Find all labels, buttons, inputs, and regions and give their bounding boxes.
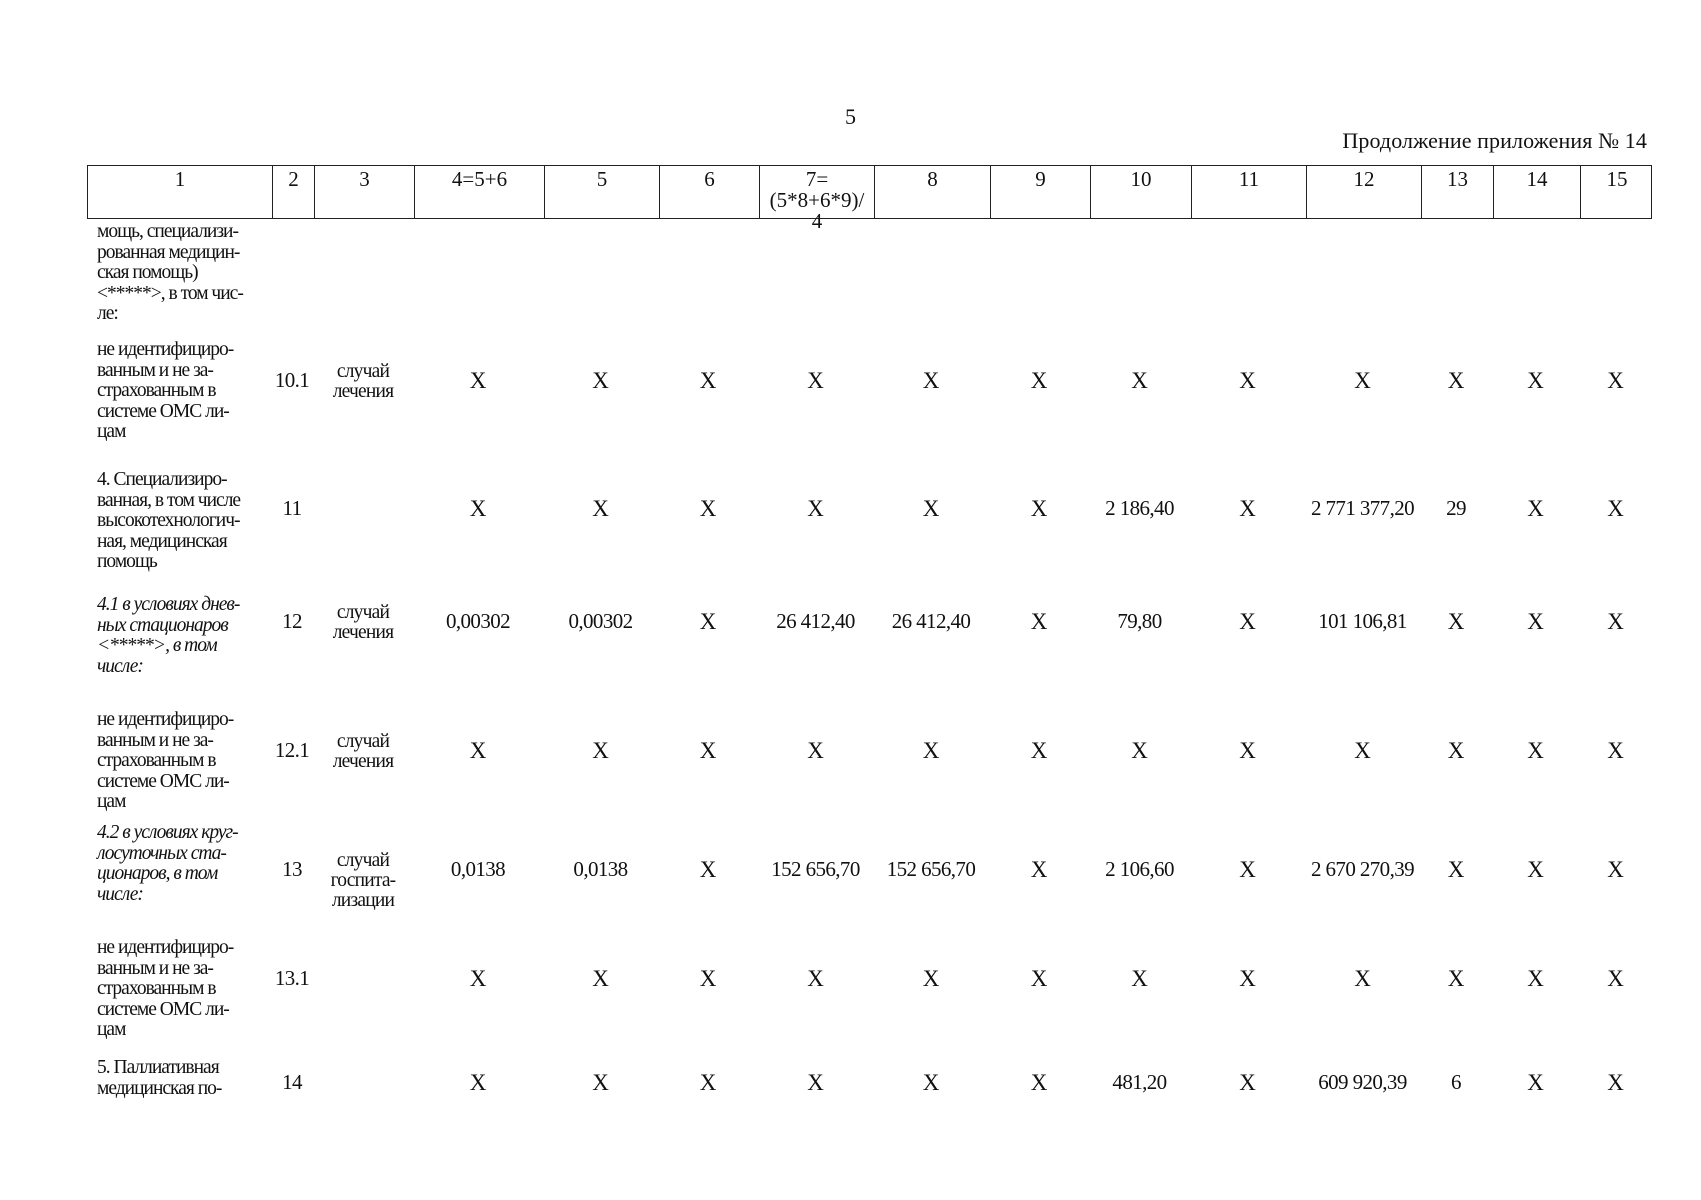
cell-col-13: Х xyxy=(1447,368,1465,393)
row-name: 4.1 в условиях днев- ных стационаров <*****>, в том числе: xyxy=(97,594,240,677)
cell-col-4: Х xyxy=(469,1070,487,1095)
cell-col-2: 12.1 xyxy=(274,738,310,762)
cell-col-11: Х xyxy=(1239,609,1256,634)
header-cell-1: 1 xyxy=(174,167,186,191)
row-name: не идентифициро- ванным и не за- страхованным в системе ОМС ли- цам xyxy=(97,339,234,442)
cell-col-9: Х xyxy=(1030,1070,1048,1095)
cell-col-4: 0,0138 xyxy=(450,857,506,881)
cell-col-6: Х xyxy=(699,738,717,763)
cell-col-15: Х xyxy=(1607,738,1624,763)
cell-col-11: Х xyxy=(1239,966,1256,991)
header-cell-12: 12 xyxy=(1306,166,1421,218)
cell-col-2: 13 xyxy=(282,857,302,881)
cell-col-14: Х xyxy=(1527,966,1544,991)
header-cell-7: 7=(5*8+6*9)/ 4 xyxy=(759,166,874,218)
cell-col-8: Х xyxy=(922,1070,940,1095)
row-name: не идентифициро- ванным и не за- страхованным в системе ОМС ли- цам xyxy=(97,937,234,1040)
cell-col-11: Х xyxy=(1239,1070,1256,1095)
cell-col-8: Х xyxy=(922,738,940,763)
cell-col-9: Х xyxy=(1030,368,1048,393)
cell-col-12: Х xyxy=(1354,966,1371,991)
cell-col-3: случай лечения xyxy=(332,731,394,772)
cell-col-6: Х xyxy=(699,609,717,634)
cell-col-9: Х xyxy=(1030,738,1048,763)
cell-col-15: Х xyxy=(1607,966,1624,991)
cell-col-5: Х xyxy=(592,1070,609,1095)
cell-col-15: Х xyxy=(1607,857,1624,882)
header-cell-9: 9 xyxy=(990,166,1090,218)
cell-col-3: случай лечения xyxy=(332,602,394,643)
cell-col-12: 609 920,39 xyxy=(1318,1070,1407,1094)
cell-col-4: Х xyxy=(469,368,487,393)
cell-col-2: 11 xyxy=(282,496,302,520)
header-cell-8: 8 xyxy=(874,166,990,218)
cell-col-3: случай лечения xyxy=(332,361,394,402)
row-name: 4.2 в условиях круг- лосуточных ста- ционаров, в том числе: xyxy=(97,822,238,905)
cell-col-12: Х xyxy=(1354,368,1371,393)
cell-col-8: Х xyxy=(922,368,940,393)
cell-col-5: Х xyxy=(592,966,609,991)
cell-col-5: 0,0138 xyxy=(573,857,628,881)
cell-col-14: Х xyxy=(1527,368,1544,393)
cell-col-8: Х xyxy=(922,496,940,521)
row-name: мощь, специализи- рованная медицин- ская помощь) <*****>, в том чис- ле: xyxy=(97,221,243,324)
cell-col-8: 26 412,40 xyxy=(891,609,971,633)
cell-col-9: Х xyxy=(1030,857,1048,882)
cell-col-6: Х xyxy=(699,368,717,393)
cell-col-15: Х xyxy=(1607,1070,1624,1095)
cell-col-2: 14 xyxy=(282,1070,302,1094)
cell-col-9: Х xyxy=(1030,609,1048,634)
cell-col-7: Х xyxy=(807,966,824,991)
cell-col-10: 481,20 xyxy=(1112,1070,1167,1094)
cell-col-12: 2 670 270,39 xyxy=(1310,857,1415,881)
cell-col-7: Х xyxy=(807,1070,824,1095)
cell-col-13: 29 xyxy=(1446,496,1466,520)
cell-col-10: 2 186,40 xyxy=(1105,496,1174,520)
cell-col-15: Х xyxy=(1607,496,1624,521)
cell-col-9: Х xyxy=(1030,966,1048,991)
cell-col-14: Х xyxy=(1527,738,1544,763)
cell-col-2: 10.1 xyxy=(274,368,310,392)
header-cell-4: 4=5+6 xyxy=(414,166,544,218)
cell-col-7: 152 656,70 xyxy=(771,857,860,881)
row-name: не идентифициро- ванным и не за- страхованным в системе ОМС ли- цам xyxy=(97,709,234,812)
row-name: 4. Специализиро- ванная, в том числе высокотехнологич- ная, медицинская помощь xyxy=(97,469,241,572)
cell-col-9: Х xyxy=(1030,496,1048,521)
cell-col-15: Х xyxy=(1607,368,1624,393)
header-cell-2: 2 xyxy=(272,166,314,218)
cell-col-15: Х xyxy=(1607,609,1624,634)
cell-col-8: 152 656,70 xyxy=(886,857,976,881)
cell-col-3: случай госпита- лизации xyxy=(330,850,396,911)
header-cell-13: 13 xyxy=(1421,166,1493,218)
cell-col-5: Х xyxy=(592,368,609,393)
cell-col-12: 101 106,81 xyxy=(1318,609,1407,633)
cell-col-13: 6 xyxy=(1451,1070,1461,1094)
cell-col-12: 2 771 377,20 xyxy=(1310,496,1415,520)
cell-col-7: Х xyxy=(807,368,824,393)
cell-col-4: Х xyxy=(469,738,487,763)
cell-col-4: 0,00302 xyxy=(445,609,511,633)
cell-col-14: Х xyxy=(1527,609,1544,634)
cell-col-14: Х xyxy=(1527,857,1544,882)
cell-col-13: Х xyxy=(1447,966,1465,991)
cell-col-11: Х xyxy=(1239,857,1256,882)
page-number: 5 xyxy=(845,104,856,129)
cell-col-4: Х xyxy=(469,496,487,521)
header-cell-11: 11 xyxy=(1191,166,1306,218)
cell-col-6: Х xyxy=(699,966,717,991)
cell-col-6: Х xyxy=(699,496,717,521)
cell-col-10: 2 106,60 xyxy=(1105,857,1174,881)
cell-col-13: Х xyxy=(1447,609,1465,634)
cell-col-10: Х xyxy=(1131,738,1148,763)
continuation-label: Продолжение приложения № 14 xyxy=(1342,128,1647,153)
cell-col-10: 79,80 xyxy=(1117,609,1162,633)
cell-col-12: Х xyxy=(1354,738,1371,763)
cell-col-14: Х xyxy=(1527,1070,1544,1095)
cell-col-11: Х xyxy=(1239,496,1256,521)
cell-col-14: Х xyxy=(1527,496,1544,521)
header-cell-3: 3 xyxy=(314,166,414,218)
cell-col-5: Х xyxy=(592,496,609,521)
cell-col-11: Х xyxy=(1239,738,1256,763)
header-cell-5: 5 xyxy=(544,166,659,218)
cell-col-13: Х xyxy=(1447,738,1465,763)
cell-col-2: 13.1 xyxy=(274,966,310,990)
cell-col-5: Х xyxy=(592,738,609,763)
header-cell-15: 15 xyxy=(1580,166,1653,218)
cell-col-4: Х xyxy=(469,966,487,991)
cell-col-7: Х xyxy=(807,496,824,521)
row-name: 5. Паллиативная медицинская по- xyxy=(97,1057,222,1099)
cell-col-6: Х xyxy=(699,857,717,882)
cell-col-2: 12 xyxy=(282,609,302,633)
cell-col-13: Х xyxy=(1447,857,1465,882)
cell-col-10: Х xyxy=(1131,966,1148,991)
header-cell-14: 14 xyxy=(1493,166,1580,218)
cell-col-6: Х xyxy=(699,1070,717,1095)
table-header xyxy=(87,165,1652,233)
cell-col-5: 0,00302 xyxy=(568,609,633,633)
cell-col-8: Х xyxy=(922,966,940,991)
cell-col-7: 26 412,40 xyxy=(776,609,855,633)
cell-col-7: Х xyxy=(807,738,824,763)
header-cell-10: 10 xyxy=(1090,166,1191,218)
cell-col-11: Х xyxy=(1239,368,1256,393)
cell-col-10: Х xyxy=(1131,368,1148,393)
header-cell-6: 6 xyxy=(659,166,759,218)
